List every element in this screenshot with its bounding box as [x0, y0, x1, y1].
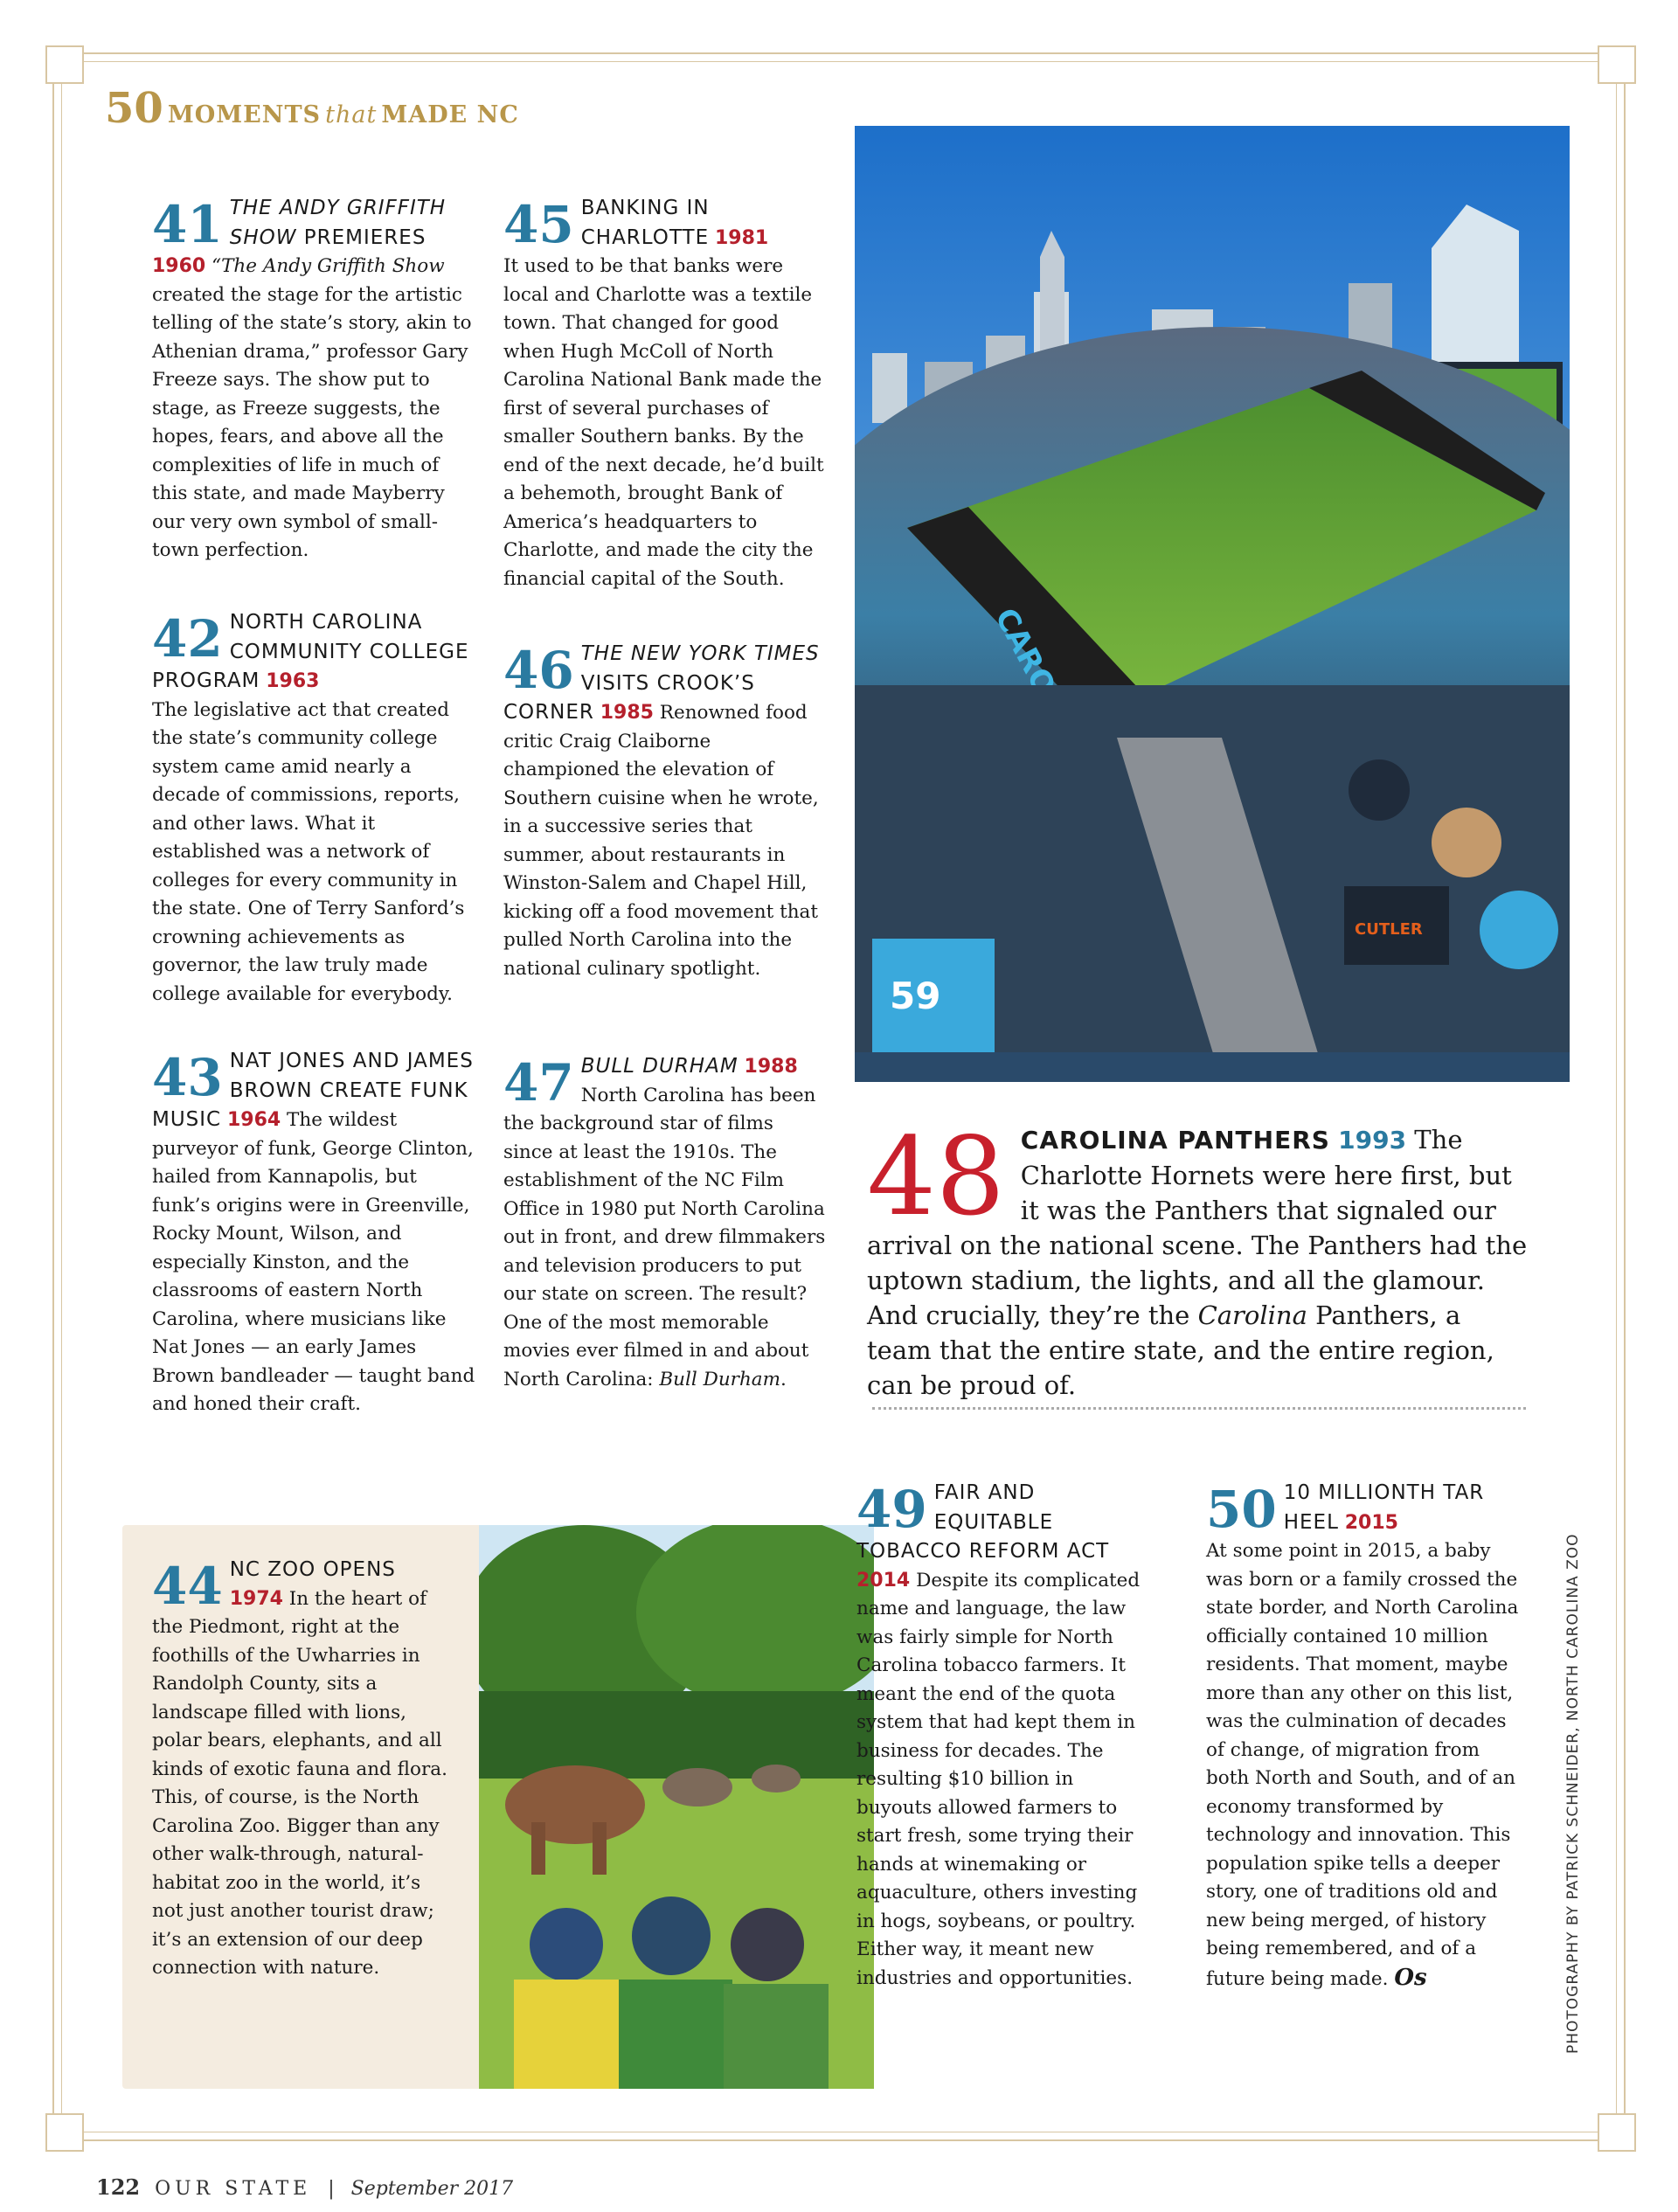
entry-year: 1964	[226, 1109, 281, 1131]
entry-year: 1993	[1338, 1126, 1407, 1155]
page-footer	[96, 2174, 513, 2200]
entry-heading: THE NEW YORK TIMES VISITS CROOK’S CORNER	[503, 642, 820, 724]
zoo-illustration	[479, 1525, 874, 2089]
entry-42	[152, 608, 475, 1009]
entry-44	[152, 1556, 449, 1983]
entry-body: The legislative act that created the state’s community college system came amid nearly a decade of commissions, reports, and other laws. What it established was a network of colleges for every community in the state. One of Terry Sanford’s crowning achievements as governor, the law truly made college available for everybody.	[152, 698, 465, 1005]
zoo-photo	[479, 1525, 874, 2089]
frame-corner-ornament	[1598, 2113, 1636, 2152]
header-made-nc: MADE NC	[381, 101, 519, 128]
entry-year: 1985	[600, 702, 654, 724]
entry-heading: BANKING IN CHARLOTTE	[580, 197, 710, 249]
entry-body: Renowned food critic Craig Claiborne championed the elevation of Southern cuisine when he wrote, in a successive series that summer, about restaurants in Winston-Salem and Chapel Hill, kicking off a food movement that pulled North Carolina into the national culinary spotlight.	[503, 702, 819, 980]
entry-body: created the stage for the artistic telling of the state’s story, akin to Athenian drama,” professor Gary Freeze says. The show put to stage, as Freeze suggests, the hopes, fears, and above all the complexities of life in much of this state, and made Mayberry our very own symbol of small-town perfection.	[152, 283, 472, 561]
frame-corner-ornament	[1598, 45, 1636, 84]
issue-date: September 2017	[350, 2178, 514, 2200]
entry-heading: 10 MILLIONTH TAR HEEL	[1283, 1481, 1485, 1534]
entry-number: 46	[503, 641, 574, 700]
entry-body: In the heart of the Piedmont, right at the foothills of the Uwharries in Randolph County, sits a landscape filled with lions, polar bears, elephants, and all kinds of exotic fauna and flora. This, of course, is the North Carolina Zoo. Bigger than any other walk-through, natural-habitat zoo in the world, it’s not just another tourist draw; it’s an extension of our deep connection with nature.	[152, 1587, 447, 1979]
entry-heading: CAROLINA PANTHERS	[1020, 1126, 1330, 1155]
entry-41	[152, 194, 475, 565]
frame-corner-ornament	[45, 45, 84, 84]
entry-number: 49	[856, 1480, 927, 1539]
entry-46	[503, 640, 827, 983]
entry-year: 1960	[152, 255, 206, 277]
entry-year: 1963	[266, 670, 320, 692]
entry-number: 45	[503, 195, 574, 254]
entry-number: 48	[867, 1114, 1005, 1240]
magazine-name: OUR STATE	[155, 2178, 312, 2200]
page-number: 122	[96, 2174, 141, 2200]
entry-48-feature: 48 CAROLINA PANTHERS 1993 The Charlotte Hornets were here first, but it was the Panthers that signaled our arrival on the national scene. The Panthers had the uptown stadium, the lights, and all the glamour. And crucially, they’re the Carolina Panthers, a team that the entire state, and the entire region, can be proud of.	[867, 1114, 1528, 1400]
stadium-illustration	[855, 126, 1570, 1082]
entry-year: 1981	[714, 226, 769, 249]
entry-year: 2014	[856, 1569, 911, 1591]
entry-number: 47	[503, 1053, 574, 1113]
entry-heading: NAT JONES AND JAMES BROWN CREATE FUNK MUSIC	[152, 1050, 474, 1131]
entry-body: Despite its complicated name and language, the law was fairly simple for North Carolina tobacco farmers. It meant the end of the quota system that had kept them in business for decades. The resulting $10 billion in buyouts allowed farmers to start fresh, some trying their hands at winemaking or aquaculture, others investing in hogs, soybeans, or poultry. Either way, it meant new industries and opportunities.	[856, 1569, 1141, 1989]
entry-body: It used to be that banks were local and Charlotte was a textile town. That changed for good when Hugh McColl of North Carolina National Bank made the first of several purchases of smaller Southern banks. By the end of the next decade, he’d built a behemoth, brought Bank of America’s headquarters to Charlotte, and made the city the financial capital of the South.	[503, 255, 824, 590]
entry-body: North Carolina has been the background star of films since at least the 1910s. The establishment of the NC Film Office in 1980 put North Carolina out in front, and drew filmmakers and television producers to put our state on screen. The result? One of the most memorable movies ever filmed in and about North Carolina:	[503, 1084, 826, 1390]
entry-heading: THE ANDY GRIFFITH SHOW PREMIERES	[229, 197, 447, 249]
entry-47: 47 BULL DURHAM 1988 North Carolina has been the background star of films since at least the 1910s. The establishment of the NC Film Office in 1980 put North Carolina out in front, and drew filmmakers and television producers to put our state on screen. The result? One of the most memorable movies ever filmed in and about North Carolina: Bull Durham.	[503, 1053, 826, 1390]
footer-separator: |	[328, 2178, 335, 2200]
entry-43	[152, 1047, 475, 1419]
entry-heading: NC ZOO OPENS	[229, 1558, 396, 1581]
section-header	[96, 84, 528, 133]
entry-body: The wildest purveyor of funk, George Clinton, hailed from Kannapolis, but funk’s origins were in Greenville, Rocky Mount, Wilson, and especially Kinston, and the classrooms of eastern North Carolina, where musicians like Nat Jones — an early James Brown bandleader — taught band and honed their craft.	[152, 1109, 475, 1415]
photo-credit: PHOTOGRAPHY BY PATRICK SCHNEIDER, NORTH CAROLINA ZOO	[1564, 1533, 1582, 2054]
entry-number: 42	[152, 609, 223, 669]
entry-heading: BULL DURHAM	[580, 1055, 738, 1078]
entry-year: 2015	[1344, 1511, 1398, 1534]
entry-body: At some point in 2015, a baby was born or a family crossed the state border, and North Carolina officially contained 10 million residents. That moment, maybe more than any other on this list, was the culmination of decades of change, of migration from both North and South, and of an economy transformed by technology and innovation. This population spike tells a deeper story, one of traditions old and new being merged, of history being remembered, and of a future being made.	[1206, 1540, 1519, 1990]
entry-49	[856, 1479, 1154, 1993]
entry-50	[1206, 1479, 1519, 1994]
entry-year: 1988	[744, 1056, 798, 1078]
entry-number: 43	[152, 1048, 223, 1107]
stadium-photo	[855, 126, 1570, 1082]
entry-number: 50	[1206, 1480, 1277, 1539]
our-state-logo-mark: Os	[1394, 1964, 1427, 1991]
entry-number: 41	[152, 195, 223, 254]
dotted-divider	[872, 1407, 1526, 1410]
header-moments: MOMENTS	[167, 101, 322, 128]
entry-heading: FAIR AND EQUITABLE TOBACCO REFORM ACT	[856, 1481, 1110, 1563]
entry-number: 44	[152, 1557, 223, 1616]
entry-year: 1974	[229, 1587, 283, 1610]
jersey-number: 59	[890, 974, 941, 1017]
entry-heading: NORTH CAROLINA COMMUNITY COLLEGE PROGRAM	[152, 611, 469, 692]
frame-corner-ornament	[45, 2113, 84, 2152]
entry-body-italic: “The Andy Griffith Show	[211, 255, 445, 277]
entry-45	[503, 194, 827, 593]
header-number: 50	[105, 84, 163, 133]
jersey-name: CUTLER	[1355, 920, 1423, 939]
entry-body: The Charlotte Hornets were here first, but it was the Panthers that signaled our arrival on the national scene. The Panthers had the uptown stadium, the lights, and all the glamour. And crucially, they’re the	[867, 1125, 1528, 1330]
header-that: that	[325, 101, 378, 128]
